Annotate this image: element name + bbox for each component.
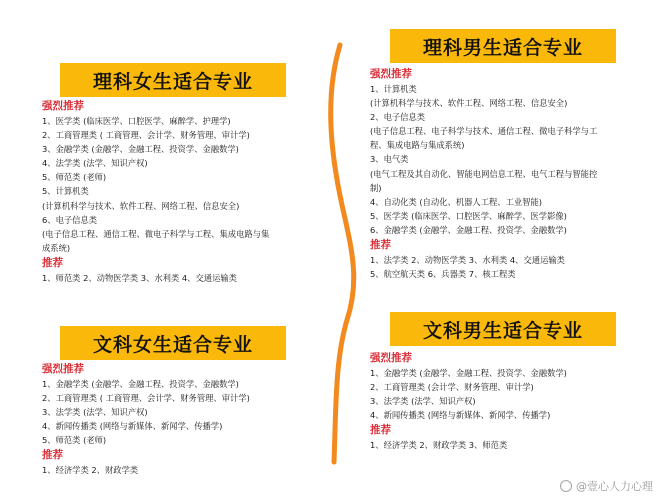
list-item: (计算机科学与技术、软件工程、网络工程、信息安全): [42, 200, 240, 211]
watermark-logo-icon: [560, 480, 572, 492]
sci-girl-strong-heading: 强烈推荐: [42, 100, 84, 112]
list-item: (电子信息工程、通信工程、微电子科学与工程、集成电路与集: [42, 228, 270, 239]
art-girl-section: [42, 361, 250, 478]
art-girl-strong-heading: 强烈推荐: [42, 363, 84, 375]
list-item: 5、计算机类: [42, 186, 89, 197]
art-boy-section: [370, 350, 567, 452]
art-girl-rec-heading: 推荐: [42, 449, 63, 462]
list-item: 4、法学类 (法学、知识产权): [42, 158, 148, 169]
art-boy-rec-heading: 推荐: [370, 424, 391, 437]
list-item: 2、工商管理类 ( 工商管理、会计学、财务管理、审计学): [42, 393, 250, 404]
list-item: 1、经济学类 2、财政学类: [42, 465, 139, 476]
list-item: 2、工商管理类 ( 工商管理、会计学、财务管理、审计学): [42, 130, 250, 141]
list-item: 成系统): [42, 242, 71, 253]
list-item: 1、法学类 2、动物医学类 3、水利类 4、交通运输类: [370, 255, 565, 266]
list-item: 1、金融学类 (金融学、金融工程、投资学、金融数学): [42, 379, 239, 389]
sci-boy-section: [370, 66, 597, 281]
list-item: (计算机科学与技术、软件工程、网络工程、信息安全): [370, 98, 568, 109]
list-item: 5、师范类 (老师): [42, 172, 107, 183]
list-item: 2、电子信息类: [370, 112, 426, 123]
list-item: 5、师范类 (老师): [42, 435, 107, 446]
list-item: 1、医学类 (临床医学、口腔医学、麻醉学、护理学): [42, 116, 231, 126]
list-item: 3、法学类 (法学、知识产权): [370, 396, 476, 407]
sci-boy-rec-heading: 推荐: [370, 239, 391, 252]
list-item: 4、自动化类 (自动化、机器人工程、工业智能): [370, 196, 543, 207]
list-item: (电子信息工程、电子科学与技术、通信工程、微电子科学与工: [370, 126, 598, 137]
watermark-text: @壹心人力心理: [576, 480, 653, 493]
art-boy-strong-heading: 强烈推荐: [370, 352, 412, 364]
sci-boy-strong-heading: 强烈推荐: [370, 68, 412, 80]
list-item: 2、工商管理类 (会计学、财务管理、审计学): [370, 382, 534, 393]
list-item: 4、新闻传播类 (网络与新媒体、新闻学、传播学): [42, 421, 223, 432]
sci-boy-title: 理科男生适合专业: [390, 29, 616, 63]
sci-girl-title: 理科女生适合专业: [60, 63, 286, 97]
list-item: (电气工程及其自动化、智能电网信息工程、电气工程与智能控: [370, 168, 598, 179]
list-item: 5、医学类 (临床医学、口腔医学、麻醉学、医学影像): [370, 210, 567, 221]
list-item: 3、金融学类 (金融学、金融工程、投资学、金融数学): [42, 144, 239, 155]
sci-girl-rec-heading: 推荐: [42, 256, 63, 269]
list-item: 1、经济学类 2、财政学类 3、师范类: [370, 440, 508, 451]
list-item: 3、电气类: [370, 154, 409, 165]
list-item: 5、航空航天类 6、兵器类 7、核工程类: [370, 269, 516, 280]
list-item: 1、金融学类 (金融学、金融工程、投资学、金融数学): [370, 368, 567, 378]
list-item: 6、电子信息类: [42, 214, 98, 225]
sci-girl-section: [42, 98, 269, 285]
list-item: 1、计算机类: [370, 84, 417, 94]
watermark: [560, 478, 653, 494]
art-girl-title: 文科女生适合专业: [60, 326, 286, 360]
list-item: 6、金融学类 (金融学、金融工程、投资学、金融数学): [370, 224, 567, 235]
art-boy-title: 文科男生适合专业: [390, 312, 616, 346]
list-item: 制): [370, 182, 382, 193]
list-item: 4、新闻传播类 (网络与新媒体、新闻学、传播学): [370, 410, 551, 421]
list-item: 1、师范类 2、动物医学类 3、水利类 4、交通运输类: [42, 272, 237, 283]
list-item: 程、集成电路与集成系统): [370, 140, 465, 151]
list-item: 3、法学类 (法学、知识产权): [42, 407, 148, 418]
